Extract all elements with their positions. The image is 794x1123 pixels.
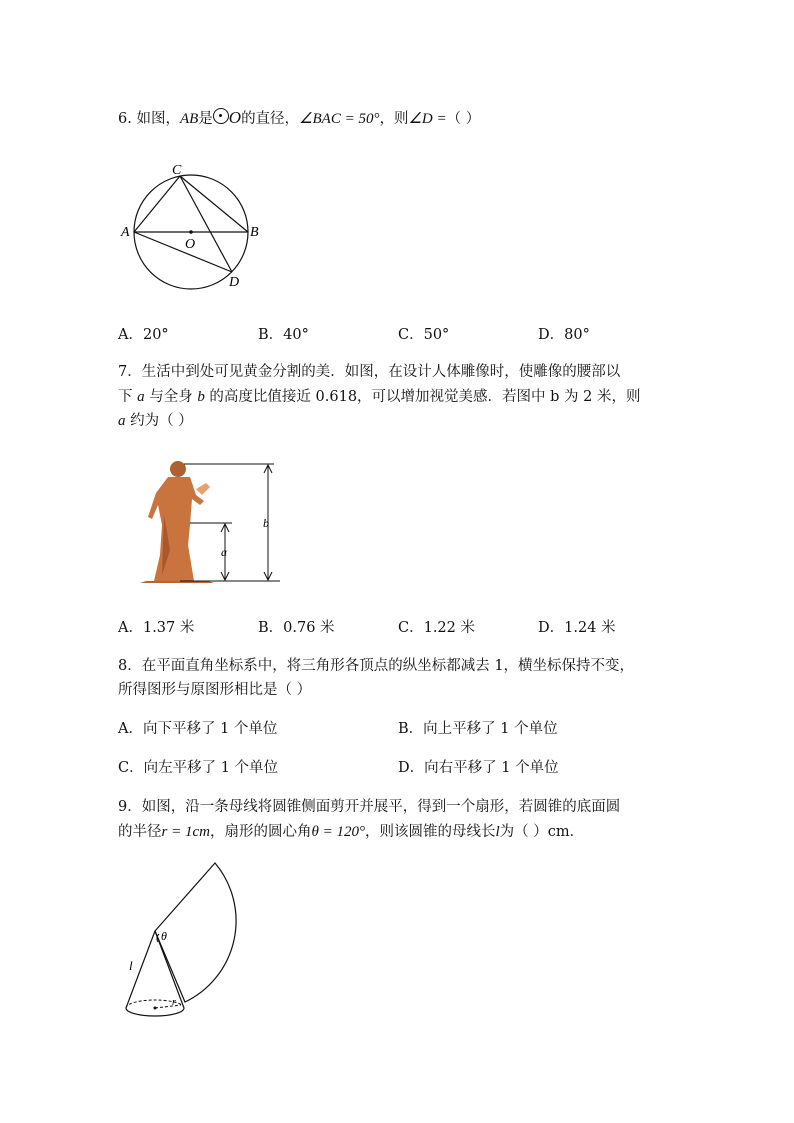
q8-option-d: D．向右平移了 1 个单位 [398, 760, 559, 776]
label-l: l [129, 958, 133, 973]
q8-stem-line1: 8．在平面直角坐标系中，将三角形各顶点的纵坐标都减去 1，横坐标保持不变， [118, 658, 635, 674]
q8-option-b: B．向上平移了 1 个单位 [398, 721, 558, 737]
angle-d: ∠D = [408, 111, 447, 127]
segment-ab: AB [179, 111, 199, 127]
label-b: B [250, 225, 259, 240]
q8-stem-line2: 所得图形与原图形相比是（ ） [118, 682, 312, 698]
base-center [154, 1007, 157, 1010]
center-point [189, 230, 193, 234]
base-radius [155, 1005, 181, 1008]
sector-arc [155, 863, 236, 1002]
q6-number: 6. [118, 111, 132, 127]
q8-option-a: A．向下平移了 1 个单位 [118, 721, 278, 737]
label-a: a [221, 545, 227, 559]
label-b: b [263, 516, 269, 530]
label-r: r [172, 997, 176, 1008]
q7-stem-line3: a 约为（ ） [118, 413, 193, 429]
q7-option-c: C．1.22 米 [398, 620, 475, 636]
q9-stem-line2: 的半径r = 1cm，扇形的圆心角θ = 120°，则该圆锥的母线长l为（ ）cm． [118, 824, 585, 840]
label-a: A [121, 225, 130, 240]
chord-cd [180, 176, 232, 272]
angle-value: θ = 120° [311, 824, 365, 840]
q7-statue-figure [140, 455, 290, 590]
q6-circle-figure [115, 160, 275, 295]
q8-option-c: C．向左平移了 1 个单位 [118, 760, 279, 776]
chord-cb [180, 176, 248, 232]
q9-stem-line1: 9．如图，沿一条母线将圆锥侧面剪开并展平，得到一个扇形，若圆锥的底面圆 [118, 799, 621, 815]
statue-image [140, 461, 214, 583]
q7-option-d: D．1.24 米 [538, 620, 616, 636]
q7-option-a: A．1.37 米 [118, 620, 195, 636]
label-theta: θ [161, 929, 167, 943]
radius-value: r = 1cm [161, 824, 210, 840]
q6-option-b: B．40° [258, 327, 309, 343]
q6-option-d: D．80° [538, 327, 590, 343]
q7-stem-line1: 7．生活中到处可见黄金分割的美．如图，在设计人体雕像时，使雕像的腰部以 [118, 364, 621, 380]
label-o: O [185, 237, 196, 252]
circle-symbol-icon [213, 108, 229, 124]
angle-bac: ∠BAC = 50° [299, 111, 380, 127]
chord-ad [134, 232, 232, 272]
q6-option-a: A．20° [118, 327, 169, 343]
q6-stem: 6. 如图，AB是 O的直径，∠BAC = 50°，则∠D =（ ） [118, 108, 481, 127]
label-c: C [172, 163, 182, 178]
label-d: D [229, 275, 240, 290]
q7-stem-line2: 下 a 与全身 b 的高度比值接近 0.618，可以增加视觉美感．若图中 b 为 2 米，则 [118, 389, 641, 405]
q7-option-b: B．0.76 米 [258, 620, 335, 636]
cone-right-edge [155, 931, 184, 1008]
q9-cone-figure [115, 858, 255, 1023]
q6-option-c: C．50° [398, 327, 450, 343]
